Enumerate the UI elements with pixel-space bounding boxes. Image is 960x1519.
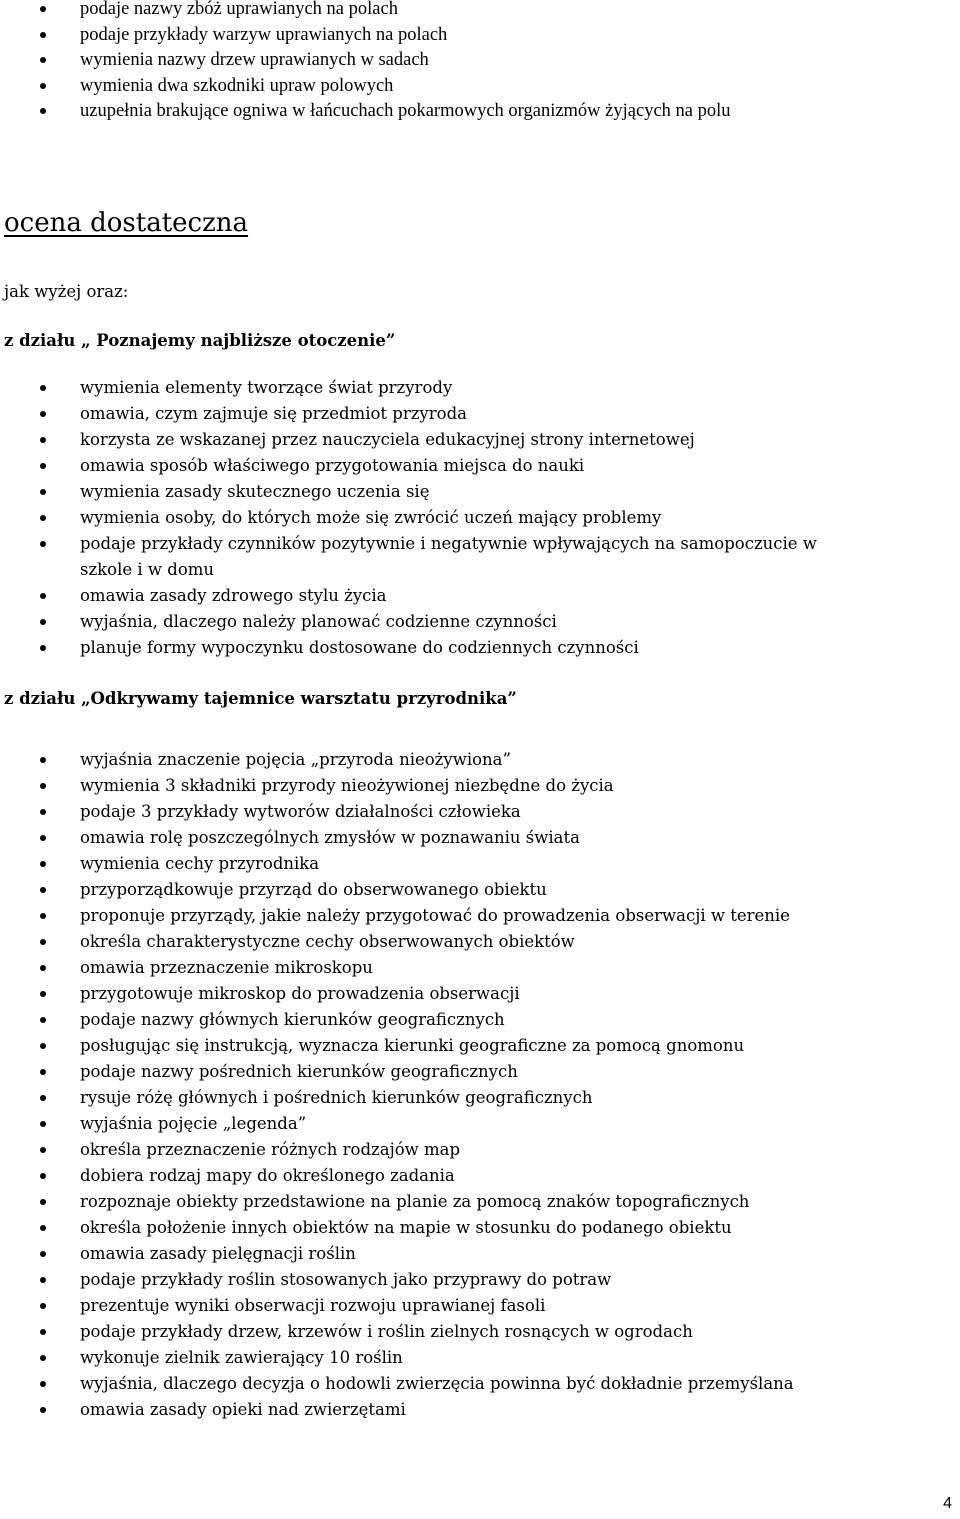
list-item bbox=[0, 99, 860, 125]
bullet-icon bbox=[40, 463, 46, 469]
list-item-text: omawia zasady pielęgnacji roślin bbox=[80, 1244, 356, 1263]
list-item bbox=[0, 609, 860, 635]
bullet-icon bbox=[40, 913, 46, 919]
list-item bbox=[0, 453, 860, 479]
list-item-text: podaje nazwy głównych kierunków geograficznych bbox=[80, 1010, 505, 1029]
top-bullet-list bbox=[0, 0, 860, 125]
bullet-icon bbox=[40, 991, 46, 997]
list-item-text: wyjaśnia, dlaczego decyzja o hodowli zwierzęcia powinna być dokładnie przemyślana bbox=[80, 1374, 794, 1393]
bullet-icon bbox=[40, 1147, 46, 1153]
list-item bbox=[0, 401, 860, 427]
list-item bbox=[0, 799, 860, 825]
list-item-text: podaje nazwy zbóż uprawianych na polach bbox=[80, 0, 398, 19]
intro-text: jak wyżej oraz: bbox=[4, 282, 129, 301]
list-item-text: wymienia dwa szkodniki upraw polowych bbox=[80, 75, 394, 96]
list-item bbox=[0, 773, 860, 799]
bullet-icon bbox=[40, 1355, 46, 1361]
list-item bbox=[0, 427, 860, 453]
list-item bbox=[0, 747, 860, 773]
list-item bbox=[0, 531, 860, 583]
list-item bbox=[0, 981, 860, 1007]
list-item bbox=[0, 1137, 860, 1163]
bullet-icon bbox=[40, 32, 46, 38]
list-item bbox=[0, 955, 860, 981]
list-item-text: określa położenie innych obiektów na mapie w stosunku do podanego obiektu bbox=[80, 1218, 732, 1237]
list-item-text: wymienia osoby, do których może się zwrócić uczeń mający problemy bbox=[80, 508, 662, 527]
list-item-text: wymienia zasady skutecznego uczenia się bbox=[80, 482, 430, 501]
list-item bbox=[0, 1085, 860, 1111]
list-item bbox=[0, 1319, 860, 1345]
bullet-icon bbox=[40, 939, 46, 945]
list-item-text: podaje przykłady czynników pozytywnie i negatywnie wpływających na samopoczucie w szkole i w domu bbox=[80, 534, 817, 579]
list-item bbox=[0, 929, 860, 955]
list-item bbox=[0, 1397, 860, 1423]
list-item-text: omawia, czym zajmuje się przedmiot przyroda bbox=[80, 404, 467, 423]
list-item bbox=[0, 1189, 860, 1215]
list-item bbox=[0, 1059, 860, 1085]
bullet-icon bbox=[40, 835, 46, 841]
bullet-icon bbox=[40, 1329, 46, 1335]
list-item bbox=[0, 505, 860, 531]
list-item-text: określa przeznaczenie różnych rodzajów map bbox=[80, 1140, 461, 1159]
list-item bbox=[0, 1267, 860, 1293]
section2-title: z działu „Odkrywamy tajemnice warsztatu przyrodnika” bbox=[4, 689, 517, 708]
section1-bullet-list bbox=[0, 375, 860, 661]
list-item-text: planuje formy wypoczynku dostosowane do codziennych czynności bbox=[80, 638, 639, 657]
bullet-icon bbox=[40, 57, 46, 63]
bullet-icon bbox=[40, 1381, 46, 1387]
list-item-text: korzysta ze wskazanej przez nauczyciela edukacyjnej strony internetowej bbox=[80, 430, 695, 449]
bullet-icon bbox=[40, 1121, 46, 1127]
list-item bbox=[0, 825, 860, 851]
list-item bbox=[0, 1345, 860, 1371]
list-item-text: omawia przeznaczenie mikroskopu bbox=[80, 958, 373, 977]
list-item bbox=[0, 1033, 860, 1059]
list-item-text: proponuje przyrządy, jakie należy przygotować do prowadzenia obserwacji w terenie bbox=[80, 906, 790, 925]
list-item-text: podaje przykłady drzew, krzewów i roślin zielnych rosnących w ogrodach bbox=[80, 1322, 693, 1341]
list-item-text: rozpoznaje obiekty przedstawione na planie za pomocą znaków topograficznych bbox=[80, 1192, 750, 1211]
list-item bbox=[0, 583, 860, 609]
bullet-icon bbox=[40, 861, 46, 867]
page-number: 4 bbox=[943, 1495, 952, 1512]
bullet-icon bbox=[40, 593, 46, 599]
list-item bbox=[0, 877, 860, 903]
list-item bbox=[0, 1293, 860, 1319]
bullet-icon bbox=[40, 489, 46, 495]
bullet-icon bbox=[40, 1407, 46, 1413]
list-item bbox=[0, 0, 860, 23]
bullet-icon bbox=[40, 1043, 46, 1049]
list-item bbox=[0, 851, 860, 877]
list-item-text: wymienia cechy przyrodnika bbox=[80, 854, 320, 873]
list-item bbox=[0, 23, 860, 49]
bullet-icon bbox=[40, 1095, 46, 1101]
list-item-text: wymienia nazwy drzew uprawianych w sadach bbox=[80, 50, 429, 71]
list-item-text: omawia zasady zdrowego stylu życia bbox=[80, 586, 387, 605]
list-item bbox=[0, 1163, 860, 1189]
bullet-icon bbox=[40, 783, 46, 789]
list-item-text: uzupełnia brakujące ogniwa w łańcuchach pokarmowych organizmów żyjących na polu bbox=[80, 101, 731, 122]
list-item bbox=[0, 74, 860, 100]
list-item bbox=[0, 1241, 860, 1267]
bullet-icon bbox=[40, 1069, 46, 1075]
list-item-text: podaje przykłady warzyw uprawianych na polach bbox=[80, 24, 448, 45]
bullet-icon bbox=[40, 515, 46, 521]
bullet-icon bbox=[40, 1251, 46, 1257]
bullet-icon bbox=[40, 645, 46, 651]
bullet-icon bbox=[40, 1173, 46, 1179]
list-item-text: prezentuje wyniki obserwacji rozwoju uprawianej fasoli bbox=[80, 1296, 546, 1315]
bullet-icon bbox=[40, 887, 46, 893]
list-item bbox=[0, 1371, 860, 1397]
list-item bbox=[0, 375, 860, 401]
list-item bbox=[0, 479, 860, 505]
list-item bbox=[0, 1111, 860, 1137]
bullet-icon bbox=[40, 83, 46, 89]
list-item-text: omawia rolę poszczególnych zmysłów w poznawaniu świata bbox=[80, 828, 580, 847]
bullet-icon bbox=[40, 541, 46, 547]
bullet-icon bbox=[40, 385, 46, 391]
section-heading: ocena dostateczna bbox=[4, 208, 249, 238]
list-item-text: wykonuje zielnik zawierający 10 roślin bbox=[80, 1348, 403, 1367]
list-item-text: wyjaśnia znaczenie pojęcia „przyroda nieożywiona” bbox=[80, 750, 511, 769]
list-item-text: wymienia elementy tworzące świat przyrody bbox=[80, 378, 453, 397]
list-item bbox=[0, 1215, 860, 1241]
list-item bbox=[0, 1007, 860, 1033]
list-item-text: dobiera rodzaj mapy do określonego zadania bbox=[80, 1166, 455, 1185]
list-item-text: określa charakterystyczne cechy obserwowanych obiektów bbox=[80, 932, 575, 951]
list-item-text: omawia zasady opieki nad zwierzętami bbox=[80, 1400, 406, 1419]
bullet-icon bbox=[40, 6, 46, 12]
bullet-icon bbox=[40, 108, 46, 114]
bullet-icon bbox=[40, 965, 46, 971]
list-item bbox=[0, 903, 860, 929]
list-item-text: wyjaśnia pojęcie „legenda” bbox=[80, 1114, 307, 1133]
list-item-text: podaje nazwy pośrednich kierunków geograficznych bbox=[80, 1062, 518, 1081]
list-item-text: omawia sposób właściwego przygotowania miejsca do nauki bbox=[80, 456, 585, 475]
bullet-icon bbox=[40, 809, 46, 815]
list-item-text: przyporządkowuje przyrząd do obserwowanego obiektu bbox=[80, 880, 547, 899]
bullet-icon bbox=[40, 1017, 46, 1023]
bullet-icon bbox=[40, 1199, 46, 1205]
list-item bbox=[0, 48, 860, 74]
bullet-icon bbox=[40, 1225, 46, 1231]
list-item-text: wyjaśnia, dlaczego należy planować codzienne czynności bbox=[80, 612, 557, 631]
bullet-icon bbox=[40, 411, 46, 417]
bullet-icon bbox=[40, 437, 46, 443]
bullet-icon bbox=[40, 619, 46, 625]
list-item-text: posługując się instrukcją, wyznacza kierunki geograficzne za pomocą gnomonu bbox=[80, 1036, 745, 1055]
section2-bullet-list bbox=[0, 747, 860, 1423]
list-item-text: wymienia 3 składniki przyrody nieożywionej niezbędne do życia bbox=[80, 776, 614, 795]
list-item-text: podaje przykłady roślin stosowanych jako przyprawy do potraw bbox=[80, 1270, 612, 1289]
list-item-text: przygotowuje mikroskop do prowadzenia obserwacji bbox=[80, 984, 520, 1003]
list-item-text: rysuje różę głównych i pośrednich kierunków geograficznych bbox=[80, 1088, 593, 1107]
bullet-icon bbox=[40, 1277, 46, 1283]
list-item bbox=[0, 635, 860, 661]
section1-title: z działu „ Poznajemy najbliższe otoczenie” bbox=[4, 331, 396, 350]
list-item-text: podaje 3 przykłady wytworów działalności człowieka bbox=[80, 802, 521, 821]
bullet-icon bbox=[40, 1303, 46, 1309]
bullet-icon bbox=[40, 757, 46, 763]
